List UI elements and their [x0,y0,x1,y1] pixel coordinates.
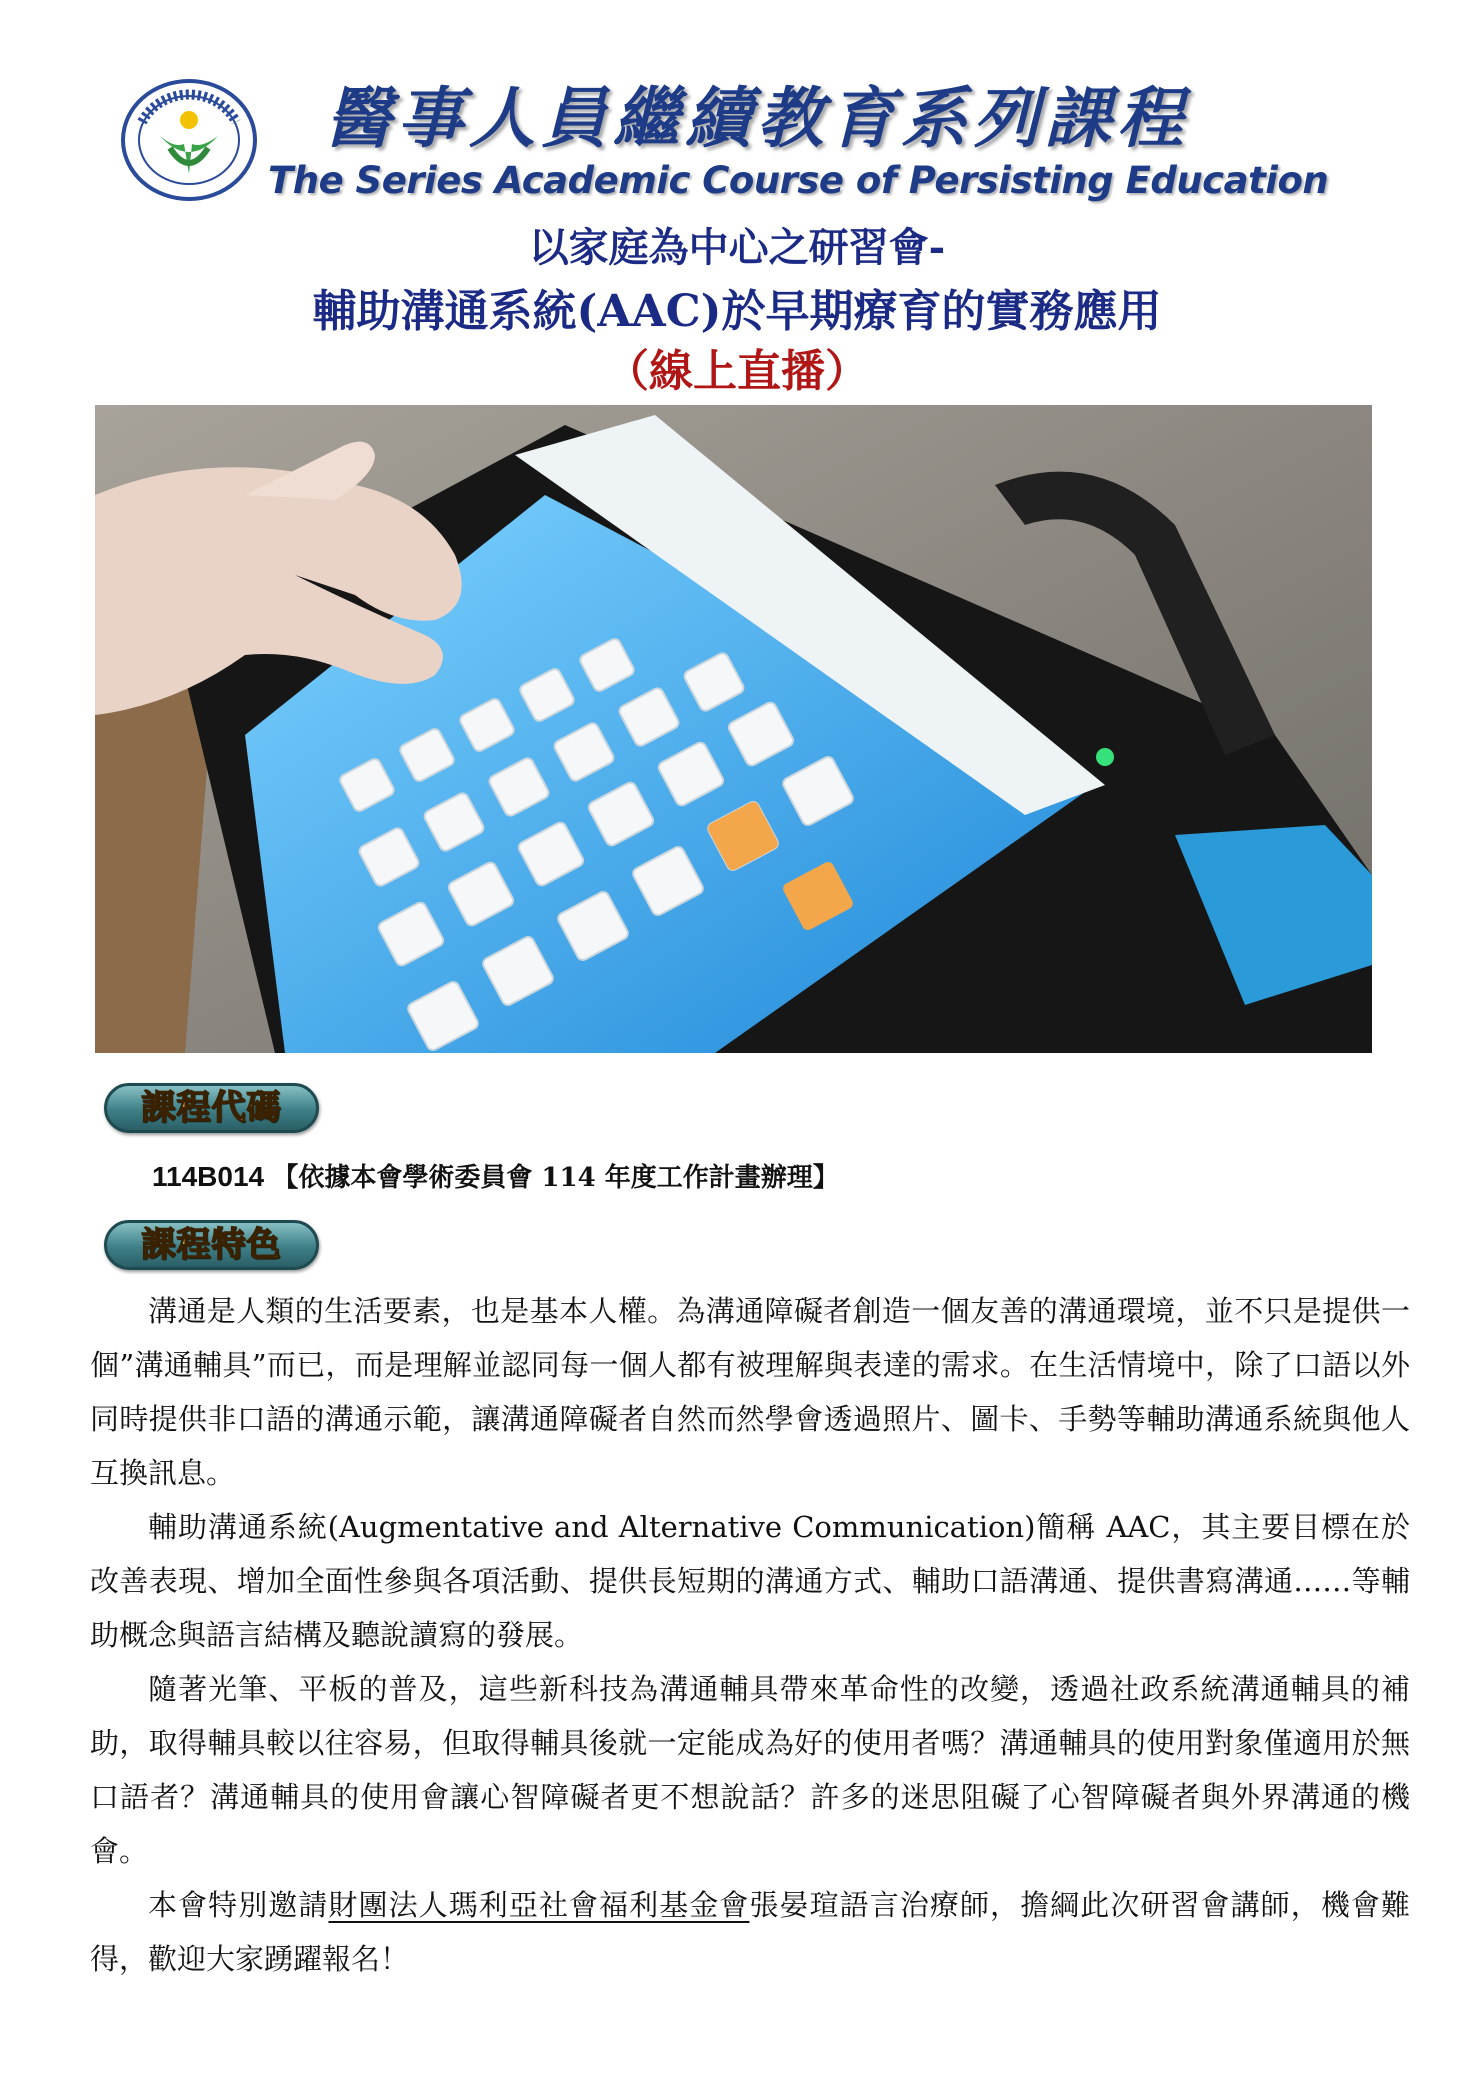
description-paragraph-3: 隨著光筆、平板的普及，這些新科技為溝通輔具帶來革命性的改變，透過社政系統溝通輔具的補助，取得輔具較以往容易，但取得輔具後就一定能成為好的使用者嗎？溝通輔具的使用對象僅適用於無口語者？溝通輔具的使用會讓心智障礙者更不想說話？許多的迷思阻礙了心智障礙者與外界溝通的機會。 [90,1672,1410,1868]
course-code-badge [104,1083,319,1133]
course-feature-badge-label: 課程特色 [141,1225,282,1265]
course-code-value: 114B014 [152,1161,265,1192]
seminar-title-line2: 輔助溝通系統(AAC)於早期療育的實務應用 [312,286,1162,337]
live-stream-label: （線上直播） [605,346,869,397]
header-title-chinese: 醫事人員繼續教育系列課程 [325,79,1189,157]
invitation-prefix: 本會特別邀請 [148,1888,329,1922]
description-paragraph-1: 溝通是人類的生活要素，也是基本人權。為溝通障礙者創造一個友善的溝通環境，並不只是提供一個”溝通輔具”而已，而是理解並認同每一個人都有被理解與表達的需求。在生活情境中，除了口語以外同時提供非口語的溝通示範，讓溝通障礙者自然而然學會透過照片、圖卡、手勢等輔助溝通系統與他人互換訊息。 [90,1294,1410,1490]
course-code-note: 【依據本會學術委員會 114 年度工作計畫辦理】 [272,1163,839,1193]
seminar-title-line1: 以家庭為中心之研習會- [528,224,946,271]
course-code-badge-label: 課程代碼 [141,1088,282,1128]
page-header [120,78,1370,208]
course-code-line [152,1157,839,1197]
description-paragraph-2: 輔助溝通系統(Augmentative and Alternative Communication)簡稱 AAC，其主要目標在於改善表現、增加全面性參與各項活動、提供長短期的溝通方式、輔助口語溝通、提供書寫溝通……等輔助概念與語言結構及聽說讀寫的發展。 [90,1510,1410,1652]
course-description [90,1284,1410,1986]
aac-tablet-photo [95,405,1372,1053]
association-logo-icon [120,78,258,202]
course-feature-badge [104,1220,319,1270]
header-title-english: The Series Academic Course of Persisting Education [268,159,1329,202]
tablet-illustration-icon [95,405,1372,1053]
description-paragraph-4 [90,1878,1410,1986]
foundation-name: 財團法人瑪利亞社會福利基金會 [328,1888,750,1922]
invitation-suffix: 張晏瑄語言治療師，擔綱此次研習會講師，機會難得，歡迎大家踴躍報名！ [90,1888,1410,1976]
